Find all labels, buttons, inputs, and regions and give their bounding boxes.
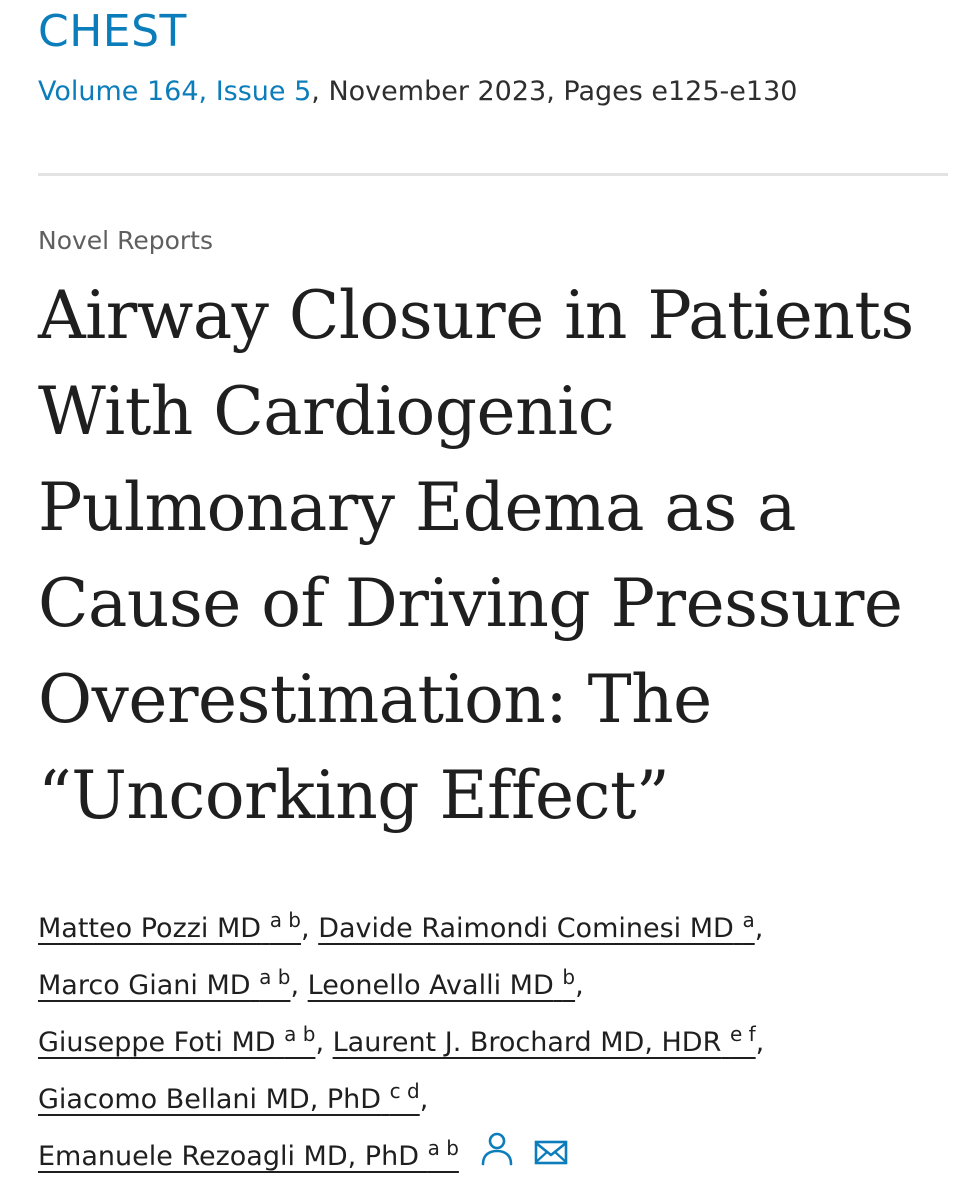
title-line: Overestimation: The	[38, 661, 712, 738]
author-separator: ,	[315, 1027, 325, 1058]
author-name: Laurent J. Brochard MD, HDR	[332, 1027, 722, 1058]
affiliation-marker: c d	[389, 1079, 420, 1103]
author-line	[38, 949, 948, 1006]
mail-icon[interactable]	[534, 1129, 568, 1186]
author-name: Emanuele Rezoagli MD, PhD	[38, 1141, 419, 1172]
affiliation-marker: b	[562, 965, 576, 989]
author-link-bellani[interactable]	[38, 1079, 420, 1115]
affiliation-marker: a b	[427, 1136, 459, 1160]
author-name: Giacomo Bellani MD, PhD	[38, 1084, 382, 1115]
author-link-giani[interactable]	[38, 965, 291, 1001]
affiliation-marker: a b	[269, 908, 301, 932]
author-link-pozzi[interactable]	[38, 908, 301, 944]
author-link-foti[interactable]	[38, 1022, 316, 1058]
author-line	[38, 1063, 948, 1120]
author-link-rezoagli[interactable]	[38, 1136, 459, 1172]
volume-issue-link[interactable]: Volume 164, Issue 5	[38, 76, 312, 107]
title-line: Airway Closure in Patients	[38, 277, 914, 354]
author-name: Marco Giani MD	[38, 970, 251, 1001]
title-line: Pulmonary Edema as a	[38, 469, 796, 546]
affiliation-marker: a	[742, 908, 755, 932]
author-name: Matteo Pozzi MD	[38, 913, 262, 944]
person-icon[interactable]	[480, 1129, 514, 1186]
journal-title[interactable]: CHEST	[38, 6, 187, 57]
author-separator: ,	[755, 1027, 765, 1058]
author-separator: ,	[419, 1084, 429, 1115]
affiliation-marker: a b	[284, 1022, 316, 1046]
title-line: Cause of Driving Pressure	[38, 565, 903, 642]
title-line: “Uncorking Effect”	[38, 757, 670, 834]
article-type: Novel Reports	[38, 226, 213, 255]
issue-line	[38, 74, 797, 110]
author-link-cominesi[interactable]	[318, 908, 755, 944]
affiliation-marker: e f	[729, 1022, 756, 1046]
author-line	[38, 1120, 948, 1177]
author-line	[38, 892, 948, 949]
affiliation-marker: a b	[259, 965, 291, 989]
header-divider	[38, 173, 948, 176]
author-line	[38, 1006, 948, 1063]
author-link-brochard[interactable]	[332, 1022, 756, 1058]
author-name: Leonello Avalli MD	[307, 970, 554, 1001]
author-separator: ,	[301, 913, 310, 944]
author-separator: ,	[290, 970, 300, 1001]
date-pages: , November 2023, Pages e125-e130	[311, 76, 798, 107]
title-line: With Cardiogenic	[38, 373, 615, 450]
author-name: Giuseppe Foti MD	[38, 1027, 276, 1058]
author-link-avalli[interactable]	[307, 965, 576, 1001]
article-title	[38, 268, 948, 844]
author-separator: ,	[575, 970, 584, 1001]
author-list	[38, 892, 948, 1177]
author-separator: ,	[754, 913, 764, 944]
author-name: Davide Raimondi Cominesi MD	[318, 913, 734, 944]
